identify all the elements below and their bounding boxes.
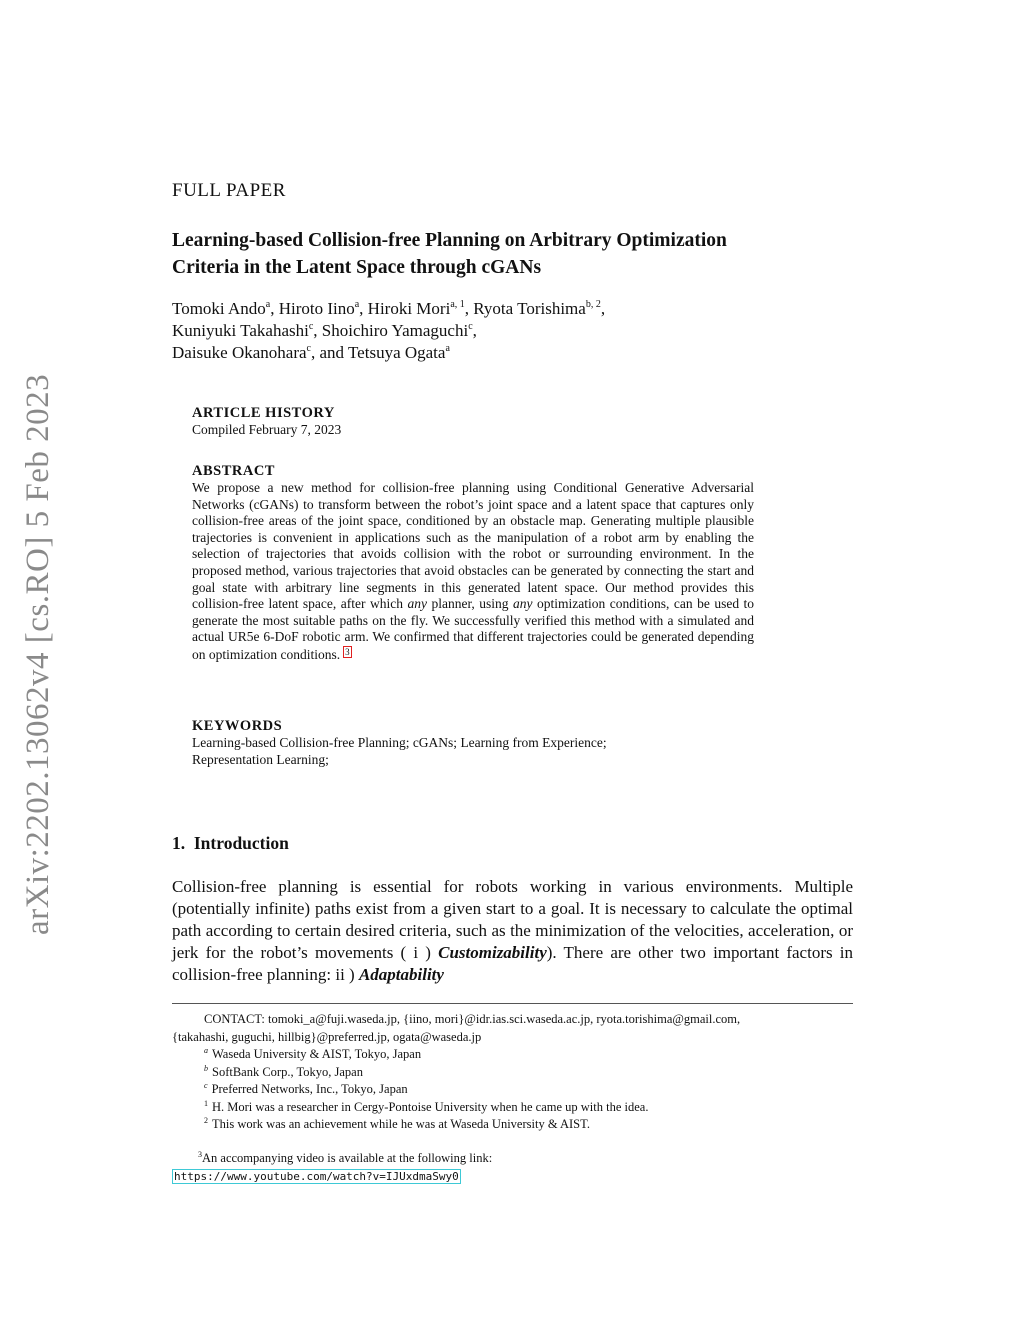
paper-title xyxy=(172,227,852,281)
footnote-mark: 2 xyxy=(204,1116,208,1125)
abstract-emphasis: any xyxy=(513,596,533,612)
section-number: 1. xyxy=(172,833,186,853)
author-line xyxy=(172,342,852,364)
arxiv-identifier-stamp: arXiv:2202.13062v4 [cs.RO] 5 Feb 2023 xyxy=(20,373,56,935)
abstract-text-part: We propose a new method for collision-free planning using Conditional Generative Adversarial Networks (cGANs) to transform between the robot’s joint space and a latent space that captures only collision-free areas of the joint space, conditioned by an obstacle map. Generating multiple plausible trajectories is convenient in applications such as the manipulation of a robot arm by enabling the selection of trajectories that avoids collision with the robot or surrounding environment. In the proposed method, various trajectories that avoid obstacles can be generated by connecting the start and goal state with arbitrary line segments in this generated latent space. Our method provides this collision-free latent space, after which xyxy=(192,480,754,612)
abstract-text-part: optimization conditions, can be used to generate the most suitable paths on the fly. We successfully verified this method with a simulated and actual UR5e 6-DoF robotic arm. We confirmed that different trajectories could be generated depending on optimization conditions. xyxy=(192,596,755,662)
author-separator: , xyxy=(600,299,606,318)
author-line xyxy=(172,298,852,320)
contact-footnote xyxy=(172,1011,853,1046)
footnote-mark: c xyxy=(204,1081,208,1090)
author-name: Shoichiro Yamaguchi xyxy=(321,321,469,340)
affiliation-footnote xyxy=(172,1081,853,1099)
author-name: Kuniyuki Takahashi xyxy=(172,321,309,340)
author-name: Ryota Torishima xyxy=(473,299,586,318)
intro-text: ). There are other two important factors in collision-free planning: xyxy=(172,943,854,984)
author-list xyxy=(172,298,852,364)
affiliation-footnote xyxy=(172,1046,853,1064)
author-name: Hiroki Mori xyxy=(367,299,451,318)
footnote-divider xyxy=(172,1003,853,1004)
footnotes xyxy=(172,1011,853,1134)
author-name: Hiroto Iino xyxy=(278,299,355,318)
article-history-heading: ARTICLE HISTORY xyxy=(192,405,335,421)
keywords-line: Representation Learning; xyxy=(192,751,329,767)
author-name: Tetsuya Ogata xyxy=(347,343,446,362)
affiliation-mark: a, 1 xyxy=(450,299,465,310)
contact-line: {takahashi, guguchi, hillbig}@preferred.jp, ogata@waseda.jp xyxy=(172,1029,482,1044)
affiliation-mark: a xyxy=(265,299,271,310)
title-line: Criteria in the Latent Space through cGANs xyxy=(172,257,542,278)
affiliation-mark: c xyxy=(468,321,473,332)
keywords xyxy=(192,717,754,768)
footnote-mark: 3 xyxy=(198,1150,202,1159)
abstract-heading: ABSTRACT xyxy=(192,463,275,479)
author-separator: , xyxy=(270,299,279,318)
video-footnote xyxy=(172,1150,853,1185)
footnote-link-3[interactable]: 3 xyxy=(345,646,350,657)
article-history xyxy=(192,404,754,439)
author-name: Tomoki Ando xyxy=(172,299,266,318)
author-name: Daisuke Okanohara xyxy=(172,343,307,362)
author-separator: , xyxy=(472,321,477,340)
keywords-line: Learning-based Collision-free Planning; cGANs; Learning from Experience; xyxy=(192,735,607,750)
intro-item-number: i ) xyxy=(406,943,439,962)
author-separator: , xyxy=(464,299,474,318)
intro-term-adaptability: Adaptability xyxy=(358,965,444,984)
affiliation-mark: c xyxy=(306,343,311,354)
footnote-text: SoftBank Corp., Tokyo, Japan xyxy=(212,1064,363,1079)
intro-text: Collision-free planning is essential for robots working in various environments. Multiple (potentially infinite) paths exist from a given start to a goal. It is necessary to calculate the optimal path according to certain desired criteria, such as the minimization of the velocities, acceleration, or jerk for the robot’s movements ( xyxy=(172,877,853,962)
abstract xyxy=(192,462,754,664)
author-line xyxy=(172,320,852,342)
affiliation-mark: a xyxy=(445,343,450,354)
footnote-text: This work was an achievement while he was at Waseda University & AIST. xyxy=(212,1117,590,1131)
section-heading-introduction xyxy=(172,833,289,854)
intro-term-customizability: Customizability xyxy=(438,943,547,962)
affiliation-footnote xyxy=(172,1064,853,1082)
note-footnote xyxy=(172,1099,853,1117)
abstract-text xyxy=(192,480,754,664)
section-title: Introduction xyxy=(193,833,289,853)
introduction-paragraph xyxy=(172,876,853,986)
title-line: Learning-based Collision-free Planning on Arbitrary Optimization xyxy=(172,230,727,251)
video-footnote-text xyxy=(172,1150,853,1168)
abstract-text-part: planner, using xyxy=(431,596,509,612)
author-separator: , xyxy=(313,321,322,340)
note-footnote xyxy=(172,1116,853,1134)
footnote-text: H. Mori was a researcher in Cergy-Pontoise University when he came up with the idea. xyxy=(212,1099,649,1114)
contact-line: CONTACT: tomoki_a@fuji.waseda.jp, {iino, mori}@idr.ias.sci.waseda.ac.jp, ryota.torishima@gmail.com, xyxy=(204,1012,741,1026)
affiliation-mark: b, 2 xyxy=(585,299,601,310)
footnote-mark: a xyxy=(204,1046,208,1055)
footnote-text: Waseda University & AIST, Tokyo, Japan xyxy=(212,1047,422,1061)
author-separator: , and xyxy=(310,343,348,362)
affiliation-mark: a xyxy=(354,299,360,310)
footnote-mark: b xyxy=(204,1063,208,1073)
affiliation-mark: c xyxy=(308,321,314,332)
video-link[interactable]: https://www.youtube.com/watch?v=IJUxdmaSwy0 xyxy=(174,1169,459,1183)
keywords-heading: KEYWORDS xyxy=(192,718,283,734)
intro-item-number: ii ) xyxy=(335,965,359,984)
footnote-text: Preferred Networks, Inc., Tokyo, Japan xyxy=(211,1082,408,1096)
footnote-mark: 1 xyxy=(204,1098,208,1108)
paper-type-label: FULL PAPER xyxy=(172,180,286,201)
footnote-text: An accompanying video is available at the following link: xyxy=(202,1151,493,1165)
author-separator: , xyxy=(359,299,368,318)
compiled-date: Compiled February 7, 2023 xyxy=(192,422,342,437)
abstract-emphasis: any xyxy=(407,596,427,612)
